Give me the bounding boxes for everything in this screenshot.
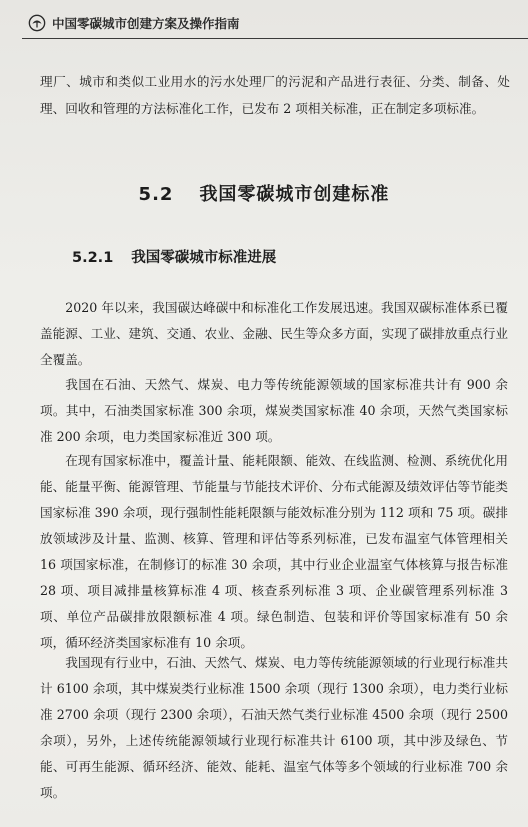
body-paragraph: 2020 年以来，我国碳达峰碳中和标准化工作发展迅速。我国双碳标准体系已覆盖能源、工业、建筑、交通、农业、金融、民生等众多方面，实现了碳排放重点行业全覆盖。 — [40, 300, 508, 367]
subsection-heading — [72, 246, 276, 267]
leaf-emblem-icon — [28, 14, 46, 32]
subsection-number: 5.2.1 — [72, 250, 114, 266]
body-paragraph: 我国现有行业中，石油、天然气、煤炭、电力等传统能源领域的行业现行标准共计 6100 余项，其中煤炭类行业标准 1500 余项（现行 1300 余项），电力类行业标准 2700 余项（现行 2300 余项），石油天然气类行业标准 4500 余项（现行 2500 余项），另外，上述传统能源领域行业现行标准共计 6100 项，其中涉及绿色、节能、可再生能源、循环经济、能效、能耗、温室气体等多个领域的行业标准 700 余项。 — [40, 655, 508, 800]
section-title: 我国零碳城市创建标准 — [199, 184, 390, 205]
paragraph-continued: 理厂、城市和类似工业用水的污水处理厂的污泥和产品进行表征、分类、制备、处理、回收和管理的方法标准化工作，已发布 2 项相关标准，正在制定多项标准。 — [40, 74, 510, 116]
subsection-title: 我国零碳城市标准进展 — [131, 250, 277, 266]
body-paragraph: 在现有国家标准中，覆盖计量、能耗限额、能效、在线监测、检测、系统优化用能、能量平衡、能源管理、节能量与节能技术评价、分布式能源及绩效评估等节能类国家标准 390 余项，现行强制性能耗限额与能效标准分别为 112 项和 75 项。碳排放领域涉及计量、监测、核算、管理和评估等系列标准，已发布温室气体管理相关 16 项国家标准，在制修订的标准 30 余项，其中行业企业温室气体核算与报告标准 28 项、项目减排量核算标准 4 项、核查系列标准 3 项、企业碳管理系列标准 3 项、单位产品碳排放限额标准 4 项。绿色制造、包装和评价等国家标准有 50 余项，循环经济类国家标准有 10 余项。 — [40, 453, 508, 650]
running-header-title: 中国零碳城市创建方案及操作指南 — [52, 16, 240, 31]
section-heading — [0, 180, 528, 206]
header-rule — [22, 38, 528, 39]
running-header — [28, 14, 240, 32]
body-paragraph: 我国在石油、天然气、煤炭、电力等传统能源领域的国家标准共计有 900 余项。其中，石油类国家标准 300 余项，煤炭类国家标准 40 余项，天然气类国家标准 200 余项，电力类国家标准近 300 项。 — [40, 377, 508, 444]
section-number: 5.2 — [138, 184, 174, 205]
